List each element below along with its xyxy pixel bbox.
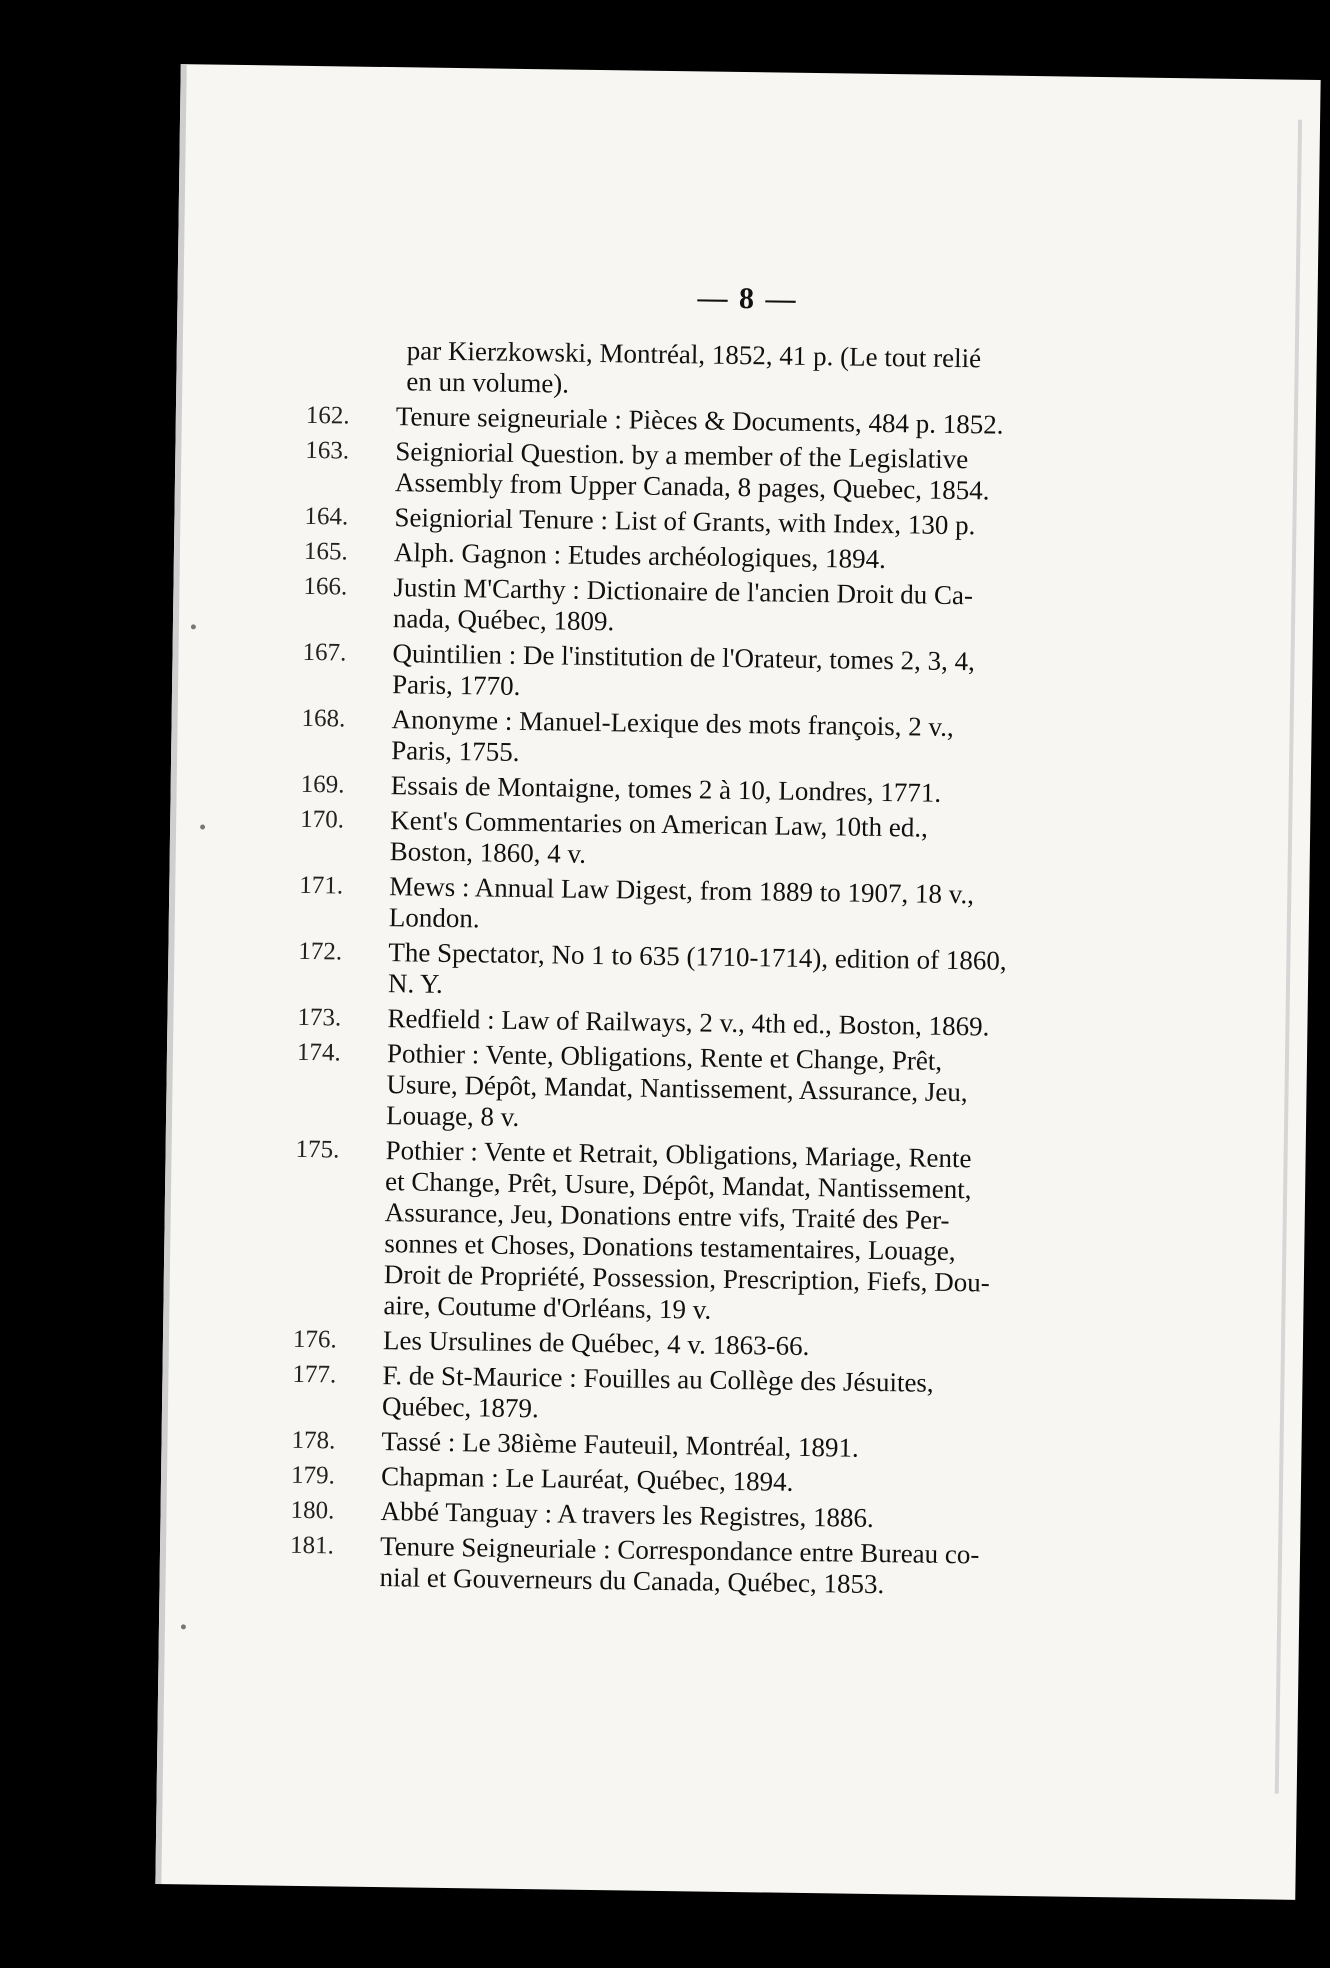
entry-text [393,572,1154,645]
entry-line: Louage, 8 v. [385,1100,520,1132]
entry-line: Assembly from Upper Canada, 8 pages, Quebec, 1854. [394,467,990,506]
entry-text [386,1038,1147,1142]
entry-line: Essais de Montaigne, tomes 2 à 10, Londres, 1771. [390,770,942,808]
entry-line: Usure, Dépôt, Mandat, Nantissement, Assurance, Jeu, [386,1069,968,1108]
entry-text [383,1325,1143,1367]
entry-line: Anonyme : Manuel-Lexique des mots françois, 2 v., [391,704,954,742]
entry-line: Tenure seigneuriale : Pièces & Documents, 484 p. 1852. [395,401,1004,440]
entry-line: Alph. Gagnon : Etudes archéologiques, 1894. [393,537,887,575]
entry-number: 171. [299,871,344,900]
entry-number: 175. [295,1135,340,1164]
entry-line: Kent's Commentaries on American Law, 10th ed., [390,805,929,843]
entry-number: 162. [305,401,350,430]
entry-number: 177. [292,1360,337,1389]
entry-line: F. de St-Maurice : Fouilles au Collège des Jésuites, [382,1360,934,1398]
entry-text [381,1461,1141,1503]
entry-line: N. Y. [387,968,443,999]
entry-text [387,1003,1147,1045]
entry-text [388,937,1149,1010]
scan-speck [191,624,196,629]
entry-text [394,537,1154,579]
entry-line: Québec, 1879. [381,1391,539,1424]
entry-line: nial et Gouverneurs du Canada, Québec, 1853. [379,1562,885,1600]
list-item [303,571,1154,645]
list-item [305,435,1156,509]
entry-line: Paris, 1755. [390,735,520,767]
list-item [300,804,1151,878]
list-item [299,870,1150,944]
entry-text [395,436,1156,509]
list-item [296,1037,1147,1142]
entry-text [383,1135,1146,1332]
entry-line: London. [388,902,480,934]
entry-line: Chapman : Le Lauréat, Québec, 1894. [380,1461,794,1497]
bibliography-list [289,334,1156,1604]
entry-number: 164. [304,502,349,531]
entry-number: 169. [300,770,345,799]
entry-line: Redfield : Law of Railways, 2 v., 4th ed., Boston, 1869. [387,1003,990,1042]
entry-number: 163. [305,436,350,465]
entry-text [396,401,1156,443]
entry-line: Justin M'Carthy : Dictionaire de l'ancien Droit du Ca- [393,572,974,611]
entry-number: 178. [291,1426,336,1455]
entry-number: 167. [302,638,347,667]
entry-text [390,770,1150,812]
entry-text [382,1360,1143,1433]
scanned-page [155,64,1320,1900]
list-item [293,1134,1146,1332]
entry-number: 166. [303,572,348,601]
entry-line: Droit de Propriété, Possession, Prescription, Fiefs, Dou- [383,1259,990,1298]
entry-line: Abbé Tanguay : A travers les Registres, 1886. [380,1496,875,1533]
entry-line: Boston, 1860, 4 v. [389,836,587,869]
entry-number: 179. [290,1461,336,1490]
list-item [301,703,1152,777]
intro-line: en un volume). [406,366,570,399]
entry-text [380,1496,1140,1538]
entry-number: 180. [290,1496,335,1525]
entry-line: Mews : Annual Law Digest, from 1889 to 1907, 18 v., [389,871,975,910]
entry-number: 181. [289,1531,335,1560]
entry-line: Paris, 1770. [391,669,521,701]
entry-line: aire, Coutume d'Orléans, 19 v. [383,1290,712,1325]
entry-text [392,638,1153,711]
entry-line: Quintilien : De l'institution de l'Orateur, tomes 2, 3, 4, [392,638,976,677]
list-item [289,1530,1140,1604]
entry-line: Seigniorial Question. by a member of the Legislative [395,436,969,475]
entry-line: Pothier : Vente et Retrait, Obligations, Mariage, Rente [385,1135,972,1174]
entry-line: Les Ursulines de Québec, 4 v. 1863-66. [382,1325,810,1362]
list-item [292,1359,1143,1433]
list-item [298,936,1149,1010]
entry-line: Tassé : Le 38ième Fauteuil, Montréal, 1891. [381,1426,859,1463]
entry-text [391,704,1152,777]
entry-line: et Change, Prêt, Usure, Dépôt, Mandat, Nantissement, [384,1166,972,1205]
entry-number: 168. [301,704,346,733]
continued-entry [306,334,1157,408]
entry-number: 173. [297,1003,342,1032]
page-right-edge [1275,120,1302,1794]
entry-number: 174. [296,1038,341,1067]
entry-number: 170. [300,805,345,834]
entry-line: Pothier : Vente, Obligations, Rente et Change, Prêt, [386,1038,943,1076]
entry-line: Seigniorial Tenure : List of Grants, with Index, 130 p. [394,502,976,541]
entry-line: The Spectator, No 1 to 635 (1710-1714), edition of 1860, [388,937,1007,976]
page-number: — 8 — [697,281,798,316]
entry-number: 176. [292,1325,337,1354]
entry-text [381,1426,1141,1468]
entry-number: 172. [298,937,343,966]
entry-text [379,1531,1140,1604]
entries-container [289,400,1156,1604]
scan-speck [200,824,205,829]
entry-text [390,805,1151,878]
scan-speck [181,1624,186,1629]
intro-line: par Kierzkowski, Montréal, 1852, 41 p. (Le tout relié [406,335,982,374]
entry-number: 165. [303,537,348,566]
entry-text [394,502,1154,544]
entry-line: sonnes et Choses, Donations testamentaires, Louage, [384,1228,956,1267]
page-left-edge [155,64,186,1884]
entry-line: Tenure Seigneuriale : Correspondance entre Bureau co- [379,1531,980,1570]
entry-text [389,871,1150,944]
list-item [302,637,1153,711]
entry-line: Assurance, Jeu, Donations entre vifs, Traité des Per- [384,1197,950,1235]
entry-line: nada, Québec, 1809. [392,603,615,637]
